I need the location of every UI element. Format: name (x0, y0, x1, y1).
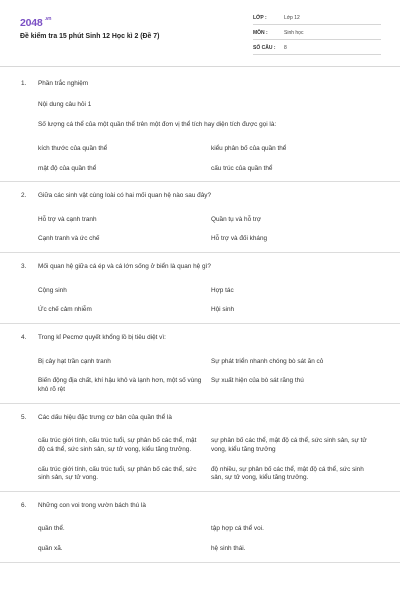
meta-label: MÔN : (253, 30, 268, 36)
question-subtitle: Nội dung câu hỏi 1 (38, 100, 92, 108)
answer-option[interactable]: kiểu phân bố của quần thể (211, 144, 287, 152)
answer-option[interactable]: kích thước của quần thể (38, 144, 108, 152)
answer-options (38, 213, 382, 244)
question-list (0, 80, 400, 573)
answer-option[interactable]: Hỗ trợ và cạnh tranh (38, 215, 97, 223)
question-1 (0, 80, 400, 173)
section-heading: Phần trắc nghiệm (38, 80, 89, 87)
answer-option[interactable]: cấu trúc của quần thể (211, 164, 273, 172)
meta-row-subject (253, 28, 381, 40)
question-divider (0, 403, 400, 404)
page-title: Đề kiểm tra 15 phút Sinh 12 Học kì 2 (Đề 7) (20, 33, 160, 40)
header-divider (0, 66, 400, 67)
question-text: Các dấu hiệu đặc trưng cơ bản của quần thể là (38, 413, 172, 421)
answer-options (38, 522, 382, 553)
answer-option[interactable]: quần thể. (38, 525, 65, 533)
question-6 (0, 502, 400, 554)
question-text: Số lượng cá thể của một quần thể trên một đơn vị thể tích hay diện tích được gọi là: (38, 121, 277, 129)
answer-option[interactable]: Hội sinh (211, 306, 235, 314)
question-number: 2. (21, 192, 27, 200)
question-text: Trong kỉ Pecmơ quyết khổng lồ bị tiêu diệt vì: (38, 334, 166, 342)
answer-option[interactable]: Sự xuất hiện của bò sát răng thú (211, 377, 304, 385)
question-divider (0, 181, 400, 182)
answer-option[interactable]: Cạnh tranh và ức chế (38, 235, 100, 243)
answer-option[interactable]: tập hợp cá thể voi. (211, 525, 264, 533)
question-text: Giữa các sinh vật cùng loài có hai mối quan hệ nào sau đây? (38, 192, 212, 200)
meta-label: LỚP : (253, 15, 267, 21)
question-divider (0, 252, 400, 253)
answer-option[interactable]: Hỗ trợ và đối kháng (211, 235, 268, 243)
answer-options (38, 355, 382, 395)
answer-option[interactable]: độ nhiều, sự phân bố các thể, mật độ cá thể, sức sinh sản, sự tử vong, kiểu tăng trưởng. (211, 465, 364, 482)
logo-suffix: .vn (44, 16, 52, 22)
question-text: Mối quan hệ giữa cá ép và cá lớn sống ở biển là quan hệ gì? (38, 263, 211, 271)
question-divider (0, 491, 400, 492)
answer-option[interactable]: Sự phát triển nhanh chóng bò sát ăn cỏ (211, 357, 324, 365)
question-5 (0, 414, 400, 483)
answer-options (38, 284, 382, 315)
question-number: 6. (21, 501, 27, 509)
answer-option[interactable]: Biến động địa chất, khí hậu khô và lạnh hơn, một số vùng khô rõ rệt (38, 377, 202, 393)
question-divider (0, 323, 400, 324)
question-text: Những con voi trong vườn bách thú là (38, 501, 146, 509)
meta-label: SỐ CÂU : (253, 45, 276, 51)
question-number: 5. (21, 413, 27, 421)
answer-options (38, 142, 382, 173)
answer-option[interactable]: Ức chế cảm nhiễm (38, 306, 92, 314)
question-divider (0, 562, 400, 563)
exam-meta-panel (253, 13, 381, 58)
answer-option[interactable]: mật độ của quần thể (38, 164, 97, 172)
meta-value: Lớp 12 (284, 15, 300, 21)
meta-value: Sinh học (284, 30, 304, 36)
answer-option[interactable]: Bị cây hạt trần cạnh tranh (38, 357, 111, 365)
answer-option[interactable]: Hợp tác (211, 286, 234, 294)
site-logo[interactable] (20, 16, 51, 30)
answer-option[interactable]: quần xã. (38, 545, 63, 553)
page-header (0, 0, 400, 70)
meta-value: 8 (284, 45, 287, 51)
answer-option[interactable]: Cộng sinh (38, 286, 67, 294)
meta-row-question-count (253, 43, 381, 55)
question-3 (0, 263, 400, 315)
question-4 (0, 334, 400, 395)
answer-options (38, 434, 382, 483)
answer-option[interactable]: sự phân bố các thể, mật độ cá thể, sức sinh sản, sự tử vong, kiểu tăng trưởng (211, 437, 367, 453)
meta-row-class (253, 13, 381, 25)
answer-option[interactable]: Quần tụ và hỗ trợ (211, 215, 262, 223)
logo-text: 2048 (20, 17, 43, 29)
question-number: 3. (21, 263, 27, 271)
answer-option[interactable]: cấu trúc giới tính, cấu trúc tuổi, sự phân bố các thể, mật độ cá thể, sức sinh sản, sự tử vong, kiểu tăng trưởng. (38, 437, 197, 453)
answer-option[interactable]: cấu trúc giới tính, cấu trúc tuổi, sự phân bố các thể, sức sinh sản, sự tử vong. (38, 465, 197, 482)
question-number: 1. (21, 80, 27, 87)
question-number: 4. (21, 334, 27, 342)
question-2 (0, 192, 400, 244)
answer-option[interactable]: hệ sinh thái. (211, 545, 246, 553)
